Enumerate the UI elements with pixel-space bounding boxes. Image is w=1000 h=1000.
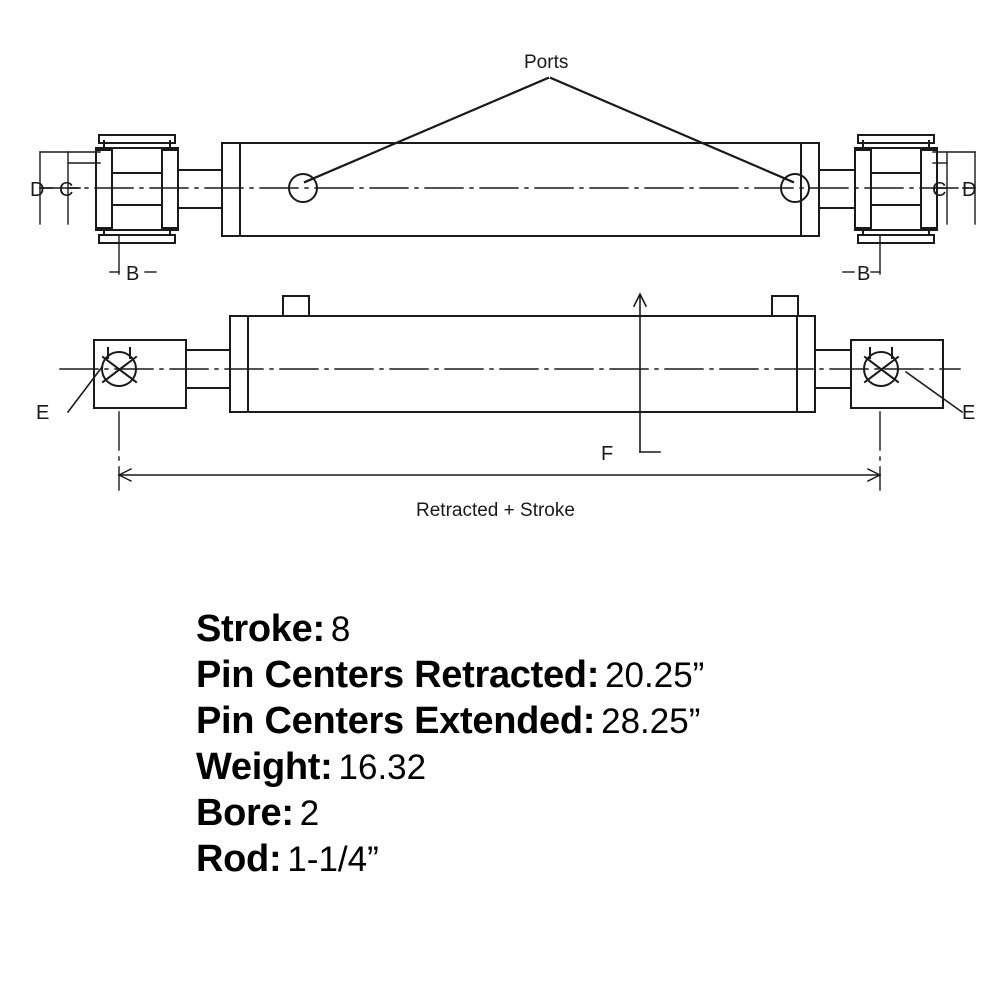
port-boss-right — [772, 296, 798, 316]
label-d-left: D — [30, 179, 45, 201]
port-boss-left — [283, 296, 309, 316]
spec-row-stroke — [196, 610, 1000, 648]
clevis-top-right — [855, 135, 937, 243]
label-b-right: B — [857, 263, 871, 285]
spec-row-pin-centers-extended — [196, 702, 1000, 740]
leader-e-left — [68, 367, 102, 412]
spec-list — [0, 610, 1000, 886]
label-c-right: C — [932, 179, 947, 201]
spec-value-weight: 16.32 — [338, 748, 427, 787]
spec-value-pin-centers-extended: 28.25” — [601, 702, 701, 741]
overall-dimension — [119, 412, 880, 490]
ports-leader-lines — [305, 78, 793, 182]
barrel-side-view — [230, 316, 815, 412]
barrel-top-view — [222, 143, 819, 236]
label-e-right: E — [962, 402, 976, 424]
spec-label-stroke: Stroke: — [196, 608, 325, 650]
overall-dimension-label: Retracted + Stroke — [416, 500, 575, 521]
spec-row-pin-centers-retracted — [196, 656, 1000, 694]
rod-top-right — [819, 170, 855, 208]
spec-row-weight — [196, 748, 1000, 786]
label-d-right: D — [962, 179, 977, 201]
spec-value-stroke: 8 — [330, 610, 351, 649]
leader-e-right — [906, 372, 962, 412]
label-b-left: B — [126, 263, 140, 285]
spec-label-pin-centers-extended: Pin Centers Extended: — [196, 700, 596, 742]
label-c-left: C — [59, 179, 74, 201]
mount-side-right — [851, 340, 943, 408]
spec-value-pin-centers-retracted: 20.25” — [605, 656, 705, 695]
label-e-left: E — [36, 402, 50, 424]
ports-label: Ports — [524, 52, 569, 73]
spec-label-bore: Bore: — [196, 792, 294, 834]
mount-side-left — [94, 340, 186, 408]
spec-label-weight: Weight: — [196, 746, 333, 788]
spec-value-bore: 2 — [299, 794, 320, 833]
clevis-top-left — [96, 135, 178, 243]
rod-top-left — [178, 170, 222, 208]
label-f: F — [601, 443, 614, 465]
spec-row-bore — [196, 794, 1000, 832]
spec-row-rod — [196, 840, 1000, 878]
spec-label-rod: Rod: — [196, 838, 282, 880]
dimension-f — [634, 294, 660, 452]
spec-value-rod: 1-1/4” — [287, 840, 379, 879]
spec-label-pin-centers-retracted: Pin Centers Retracted: — [196, 654, 600, 696]
